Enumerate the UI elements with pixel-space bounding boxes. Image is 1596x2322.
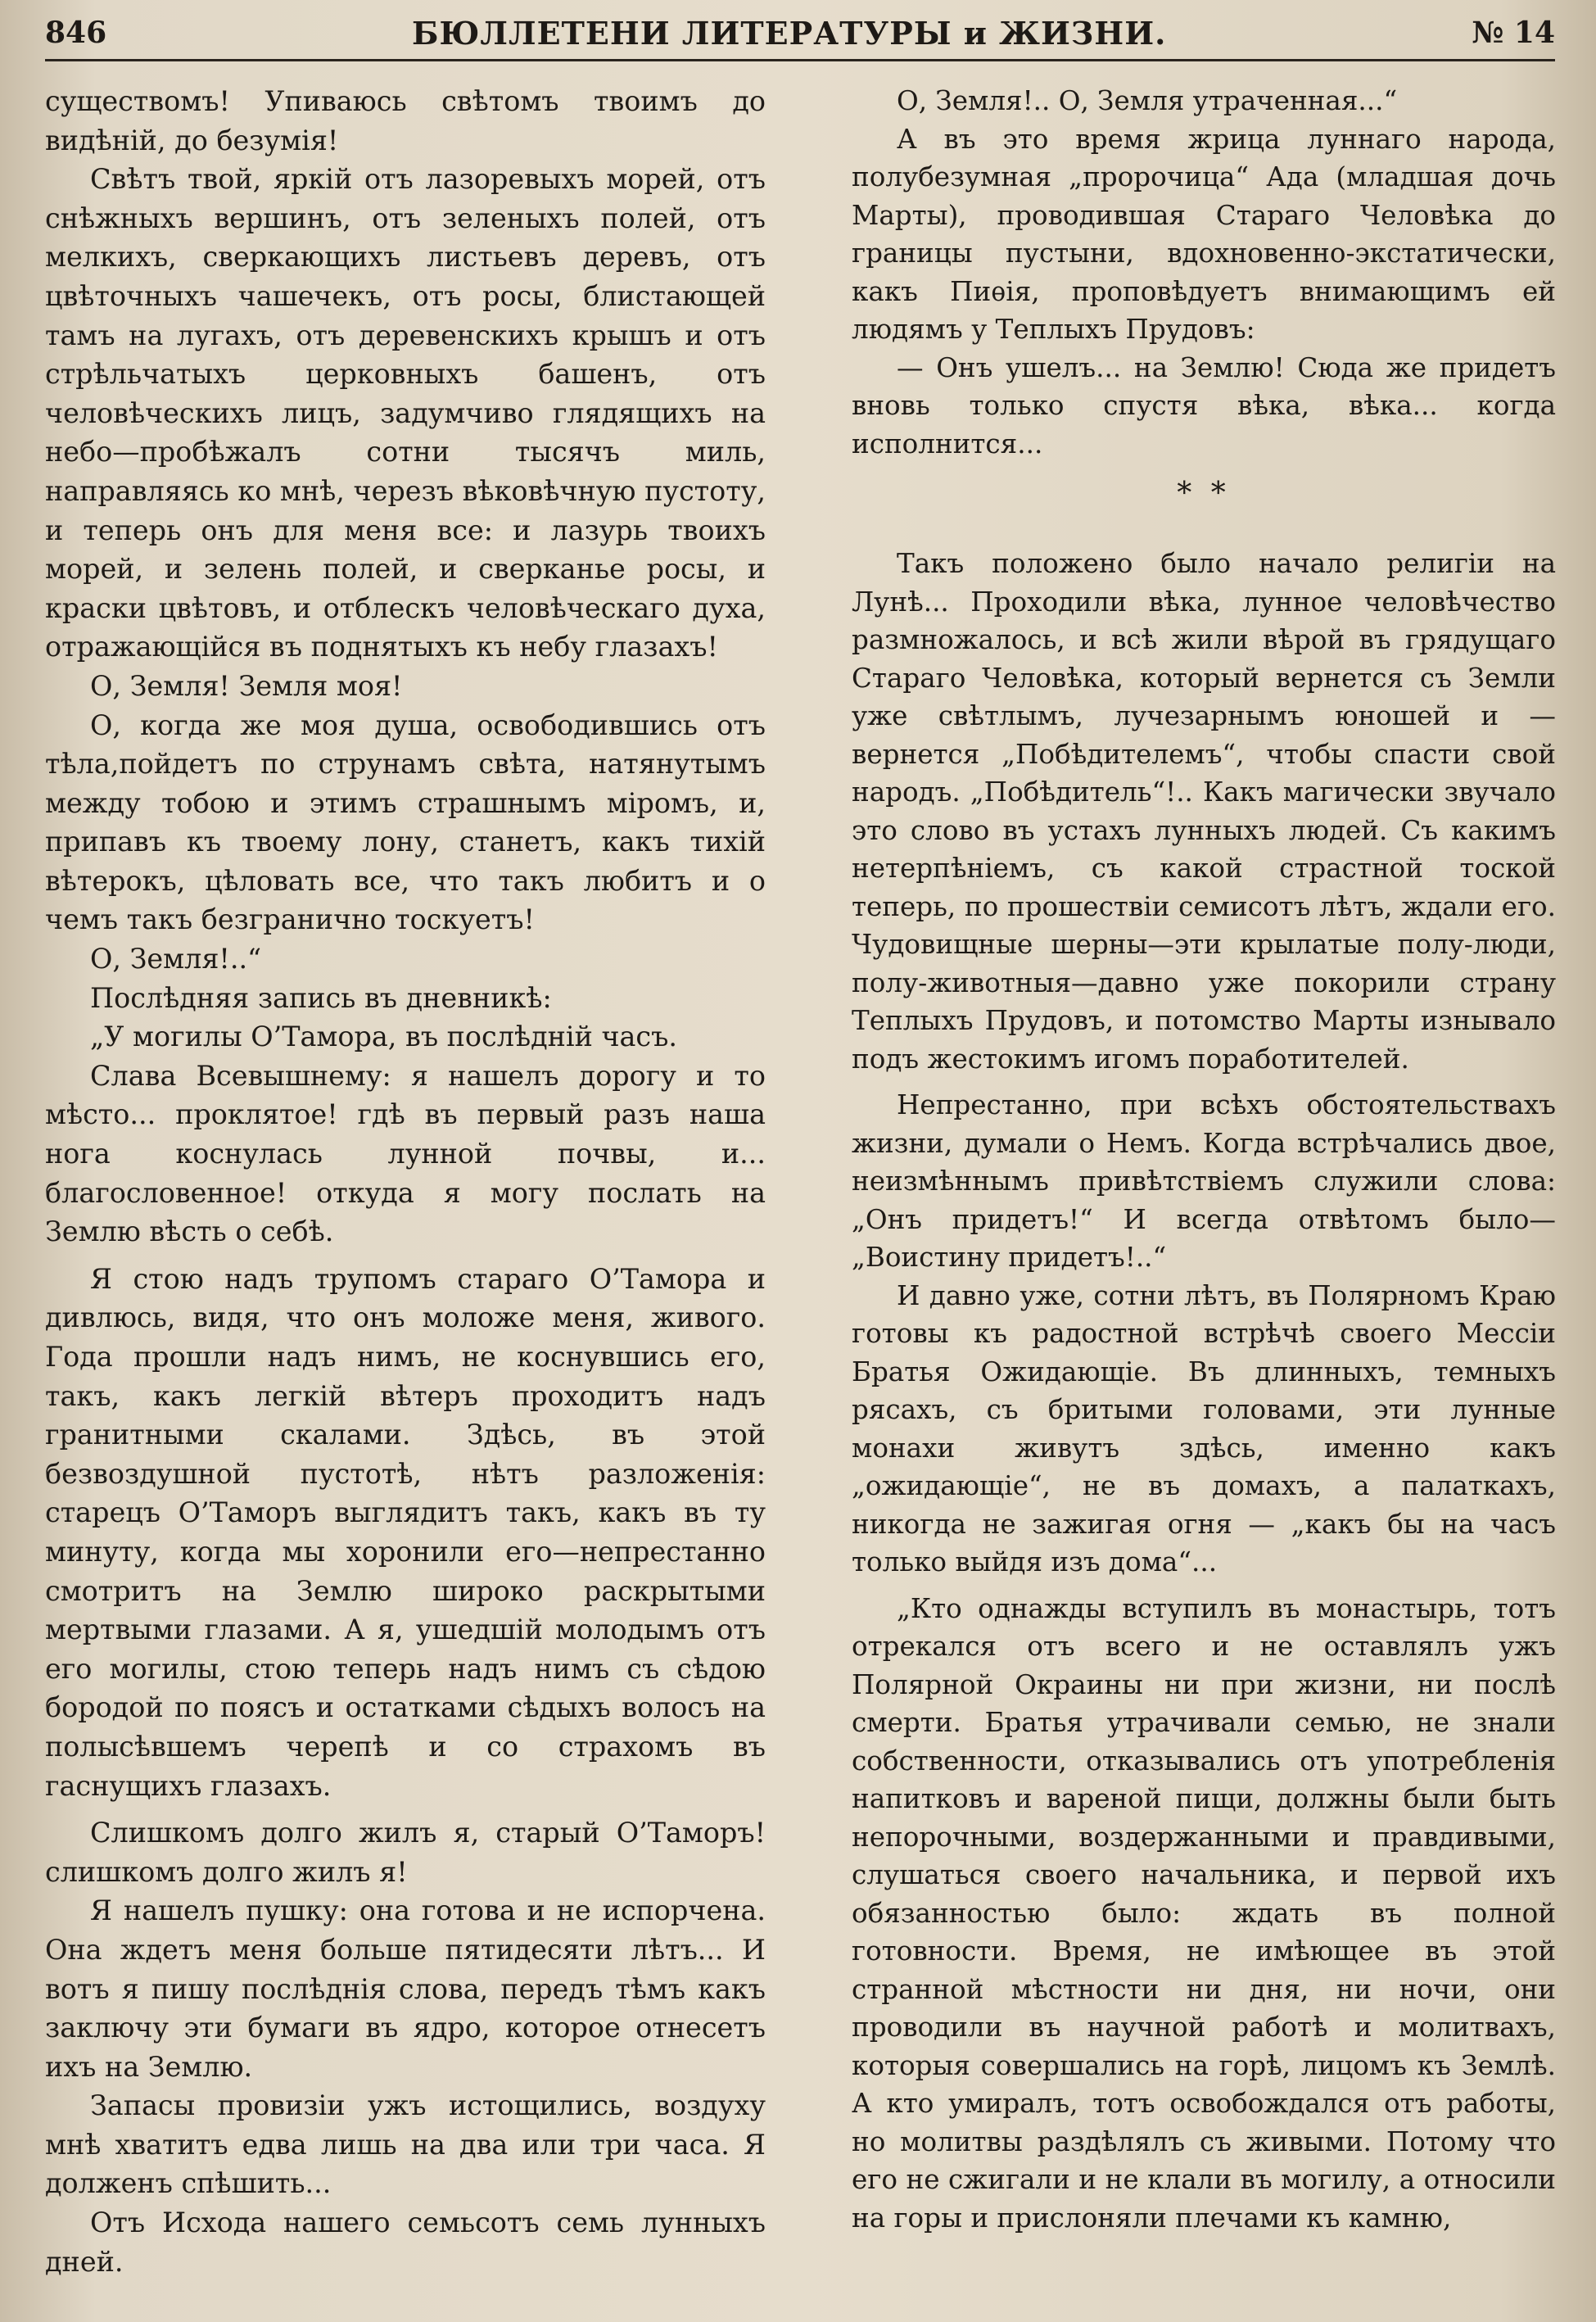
paragraph: Непрестанно, при всѣхъ обстоятельствахъ жизни, думали о Немъ. Когда встрѣчались двое, неизмѣннымъ привѣтствіемъ служили слова: „Онъ придетъ!“ И всегда отвѣтомъ было—„Воистину придетъ!..“ bbox=[852, 1089, 1556, 1273]
page-number: 846 bbox=[45, 16, 107, 50]
paragraph: О, когда же моя душа, освободившись отъ тѣла,пойдетъ по струнамъ свѣта, натянутымъ между тобою и этимъ страшнымъ міромъ, и, припавъ къ твоему лону, станетъ, какъ тихій вѣтерокъ, цѣловать все, что такъ любитъ и о чемъ такъ безгранично тоскуетъ! bbox=[45, 708, 766, 936]
paragraph: О, Земля! Земля моя! bbox=[90, 669, 403, 702]
paragraph: Слишкомъ долго жилъ я, старый О’Таморъ! слишкомъ долго жилъ я! bbox=[45, 1817, 766, 1888]
paragraph: Я нашелъ пушку: она готова и не испорчена. Она ждетъ меня больше пятидесяти лѣтъ... И вотъ я пишу послѣднія слова, передъ тѣмъ какъ заключу эти бумаги въ ядро, которое отнесетъ ихъ на Землю. bbox=[45, 1894, 766, 2083]
paragraph: существомъ! Упиваюсь свѣтомъ твоимъ до видѣній, до безумія! bbox=[45, 85, 766, 156]
paragraph: „Кто однажды вступилъ въ монастырь, тотъ отрекался отъ всего и не оставлялъ ужъ Полярной Окраины ни при жизни, ни послѣ смерти. Братья утрачивали семью, не знали собственности, отказывались отъ употребленія напитковъ и вареной пищи, должны были быть непорочными, воздержанными и правдивыми, слушаться своего начальника, и первой ихъ обязанностью было: ждать въ полной готовности. Время, не имѣющее въ этой странной мѣстности ни дня, ни ночи, они проводили въ научной работѣ и молитвахъ, которыя совершались на горѣ, лицомъ къ Землѣ. А кто умиралъ, тотъ освобождался отъ работы, но молитвы раздѣлялъ съ живыми. Потому что его не сжигали и не клали въ могилу, а относили на горы и прислоняли плечами къ камню, bbox=[852, 1592, 1556, 2234]
right-column bbox=[852, 82, 1556, 2237]
paragraph: Отъ Исхода нашего семьсотъ семь лунныхъ дней. bbox=[45, 2207, 766, 2278]
paragraph: А въ это время жрица луннаго народа, полубезумная „пророчица“ Ада (младшая дочь Марты), проводившая Стараго Человѣка до границы пустыни, вдохновенно-экстатически, какъ Пиѳія, проповѣдуетъ внимающимъ ей людямъ у Теплыхъ Прудовъ: bbox=[852, 123, 1556, 345]
issue-number: № 14 bbox=[1472, 16, 1555, 50]
paragraph: „У могилы О’Тамора, въ послѣдній часъ. bbox=[90, 1021, 677, 1053]
paragraph: Слава Всевышнему: я нашелъ дорогу и то мѣсто... проклятое! гдѣ въ первый разъ наша нога коснулась лунной почвы, и... благословенное! откуда я могу послать на Землю вѣсть о себѣ. bbox=[45, 1059, 766, 1248]
paragraph: И давно уже, сотни лѣтъ, въ Полярномъ Краю готовы къ радостной встрѣчѣ своего Мессіи Братья Ожидающіе. Въ длинныхъ, темныхъ рясахъ, съ бритыми головами, эти лунные монахи живутъ здѣсь, именно какъ „ожидающіе“, не въ домахъ, а палаткахъ, никогда не зажигая огня — „какъ бы на часъ только выйдя изъ дома“... bbox=[852, 1279, 1556, 1577]
section-break-stars: * * bbox=[1177, 477, 1231, 510]
paragraph: Послѣдняя запись въ дневникѣ: bbox=[90, 981, 552, 1014]
header-rule bbox=[45, 59, 1555, 61]
left-column bbox=[45, 82, 766, 2281]
paragraph: Такъ положено было начало религіи на Лунѣ... Проходили вѣка, лунное человѣчество размножалось, и всѣ жили вѣрой въ грядущаго Стараго Человѣка, который вернется съ Земли уже свѣтлымъ, лучезарнымъ юношей и — вернется „Побѣдителемъ“, чтобы спасти свой народъ. „Побѣдитель“!.. Какъ магически звучало это слово въ устахъ лунныхъ людей. Съ какимъ нетерпѣніемъ, съ какой страстной тоской теперь, по прошествіи семисотъ лѣтъ, ждали его. Чудовищные шерны—эти крылатые полу-люди, полу-животныя—давно уже покорили страну Теплыхъ Прудовъ, и потомство Марты изнывало подъ жестокимъ игомъ поработителей. bbox=[852, 548, 1556, 1075]
paragraph: О, Земля!.. О, Земля утраченная...“ bbox=[897, 85, 1398, 116]
section-break bbox=[852, 463, 1556, 545]
page-header bbox=[45, 8, 1555, 57]
paragraph: — Онъ ушелъ... на Землю! Сюда же придетъ вновь только спустя вѣка, вѣка... когда исполнится... bbox=[852, 351, 1556, 459]
paragraph: Запасы провизіи ужъ истощились, воздуху мнѣ хватитъ едва лишь на два или три часа. Я долженъ спѣшить... bbox=[45, 2089, 766, 2200]
paragraph: Свѣтъ твой, яркій отъ лазоревыхъ морей, отъ снѣжныхъ вершинъ, отъ зеленыхъ полей, отъ мелкихъ, сверкающихъ листьевъ деревъ, отъ цвѣточныхъ чашечекъ, отъ росы, блистающей тамъ на лугахъ, отъ деревенскихъ крышъ и отъ стрѣльчатыхъ церковныхъ башенъ, отъ человѣческихъ лицъ, задумчиво глядящихъ на небо—пробѣжалъ сотни тысячъ миль, направляясь ко мнѣ, черезъ вѣковѣчную пустоту, и теперь онъ для меня все: и лазурь твоихъ морей, и зелень полей, и сверканье росы, и краски цвѣтовъ, и отблескъ человѣческаго духа, отражающійся въ поднятыхъ къ небу глазахъ! bbox=[45, 163, 766, 663]
paragraph: Я стою надъ трупомъ стараго О’Тамора и дивлюсь, видя, что онъ моложе меня, живого. Года прошли надъ нимъ, не коснувшись его, такъ, какъ легкій вѣтеръ проходитъ надъ гранитными скалами. Здѣсь, въ этой безвоздушной пустотѣ, нѣтъ разложенія: старецъ О’Таморъ выглядитъ такъ, какъ въ ту минуту, когда мы хоронили его—непрестанно смотритъ на Землю широко раскрытыми мертвыми глазами. А я, ушедшій молодымъ отъ его могилы, стою теперь надъ нимъ съ сѣдою бородой по поясъ и остатками сѣдыхъ волосъ на полысѣвшемъ черепѣ и со страхомъ въ гаснущихъ глазахъ. bbox=[45, 1262, 766, 1802]
paragraph: О, Земля!..“ bbox=[90, 943, 262, 975]
running-title: БЮЛЛЕТЕНИ ЛИТЕРАТУРЫ и ЖИЗНИ. bbox=[412, 14, 1167, 52]
